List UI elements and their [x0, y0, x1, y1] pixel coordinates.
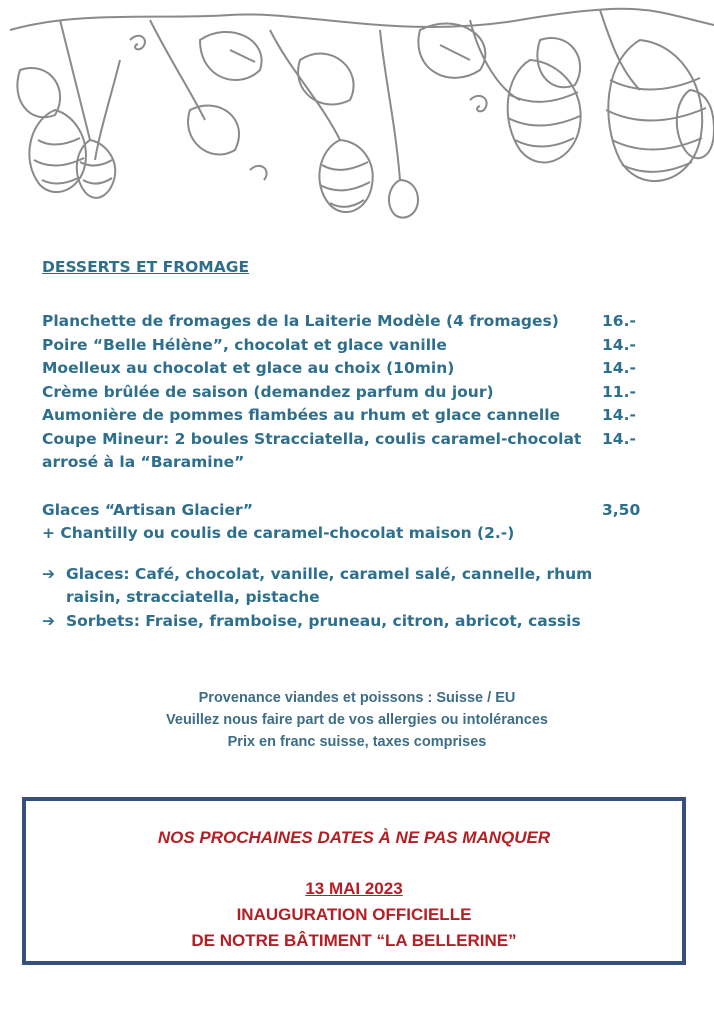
event-title: NOS PROCHAINES DATES À NE PAS MANQUER	[157, 828, 551, 847]
menu-item	[42, 381, 642, 405]
glaces-name: Glaces “Artisan Glacier”	[42, 500, 254, 519]
menu-item-name: Poire “Belle Hélène”, chocolat et glace vanille	[42, 335, 447, 354]
glaces-price: 3,50	[602, 500, 641, 519]
menu-item-price: 14.-	[602, 335, 636, 354]
menu-item-name: Aumonière de pommes flambées au rhum et glace cannelle	[42, 406, 561, 424]
arrow-right-icon: ➔	[42, 611, 55, 630]
menu-item	[42, 357, 642, 381]
menu-item	[42, 404, 642, 428]
menu-item-name: Moelleux au chocolat et glace au choix (10min)	[42, 359, 455, 377]
menu-section	[42, 258, 642, 633]
menu-item-name: Planchette de fromages de la Laiterie Modèle (4 fromages)	[42, 312, 559, 330]
menu-item-price: 14.-	[602, 359, 636, 377]
menu-item-price: 14.-	[602, 429, 636, 448]
note-line: Veuillez nous faire part de vos allergies ou intolérances	[166, 712, 548, 728]
menu-item-price: 16.-	[602, 312, 636, 330]
note-line: Prix en franc suisse, taxes comprises	[227, 734, 487, 750]
glaces-item	[42, 499, 642, 523]
menu-item	[42, 334, 642, 358]
glaces-extra: + Chantilly ou coulis de caramel-chocolat maison (2.-)	[42, 524, 515, 542]
flavour-text: Sorbets: Fraise, framboise, pruneau, citron, abricot, cassis	[66, 611, 581, 630]
flavour-item	[42, 563, 642, 610]
flavour-list	[42, 563, 642, 634]
event-line: DE NOTRE BÂTIMENT “LA BELLERINE”	[191, 931, 517, 950]
event-box	[22, 797, 686, 965]
menu-item	[42, 428, 642, 475]
flavour-item	[42, 610, 642, 634]
event-date: 13 MAI 2023	[305, 879, 403, 898]
menu-item-name: Crème brûlée de saison (demandez parfum du jour)	[42, 382, 494, 401]
menu-item-price: 14.-	[602, 406, 636, 424]
section-title: DESSERTS ET FROMAGE	[42, 258, 250, 276]
flavour-text: Glaces: Café, chocolat, vanille, caramel salé, cannelle, rhum raisin, stracciatella, pistache	[66, 564, 593, 606]
menu-item-name: Coupe Mineur: 2 boules Stracciatella, coulis caramel-chocolat arrosé à la “Baramine”	[42, 429, 582, 471]
menu-item	[42, 310, 642, 334]
note-line: Provenance viandes et poissons : Suisse / EU	[198, 690, 516, 706]
menu-item-price: 11.-	[602, 382, 636, 401]
menu-notes	[0, 687, 714, 753]
hop-illustration	[0, 0, 714, 225]
event-line: INAUGURATION OFFICIELLE	[236, 905, 472, 924]
arrow-right-icon: ➔	[42, 564, 55, 583]
